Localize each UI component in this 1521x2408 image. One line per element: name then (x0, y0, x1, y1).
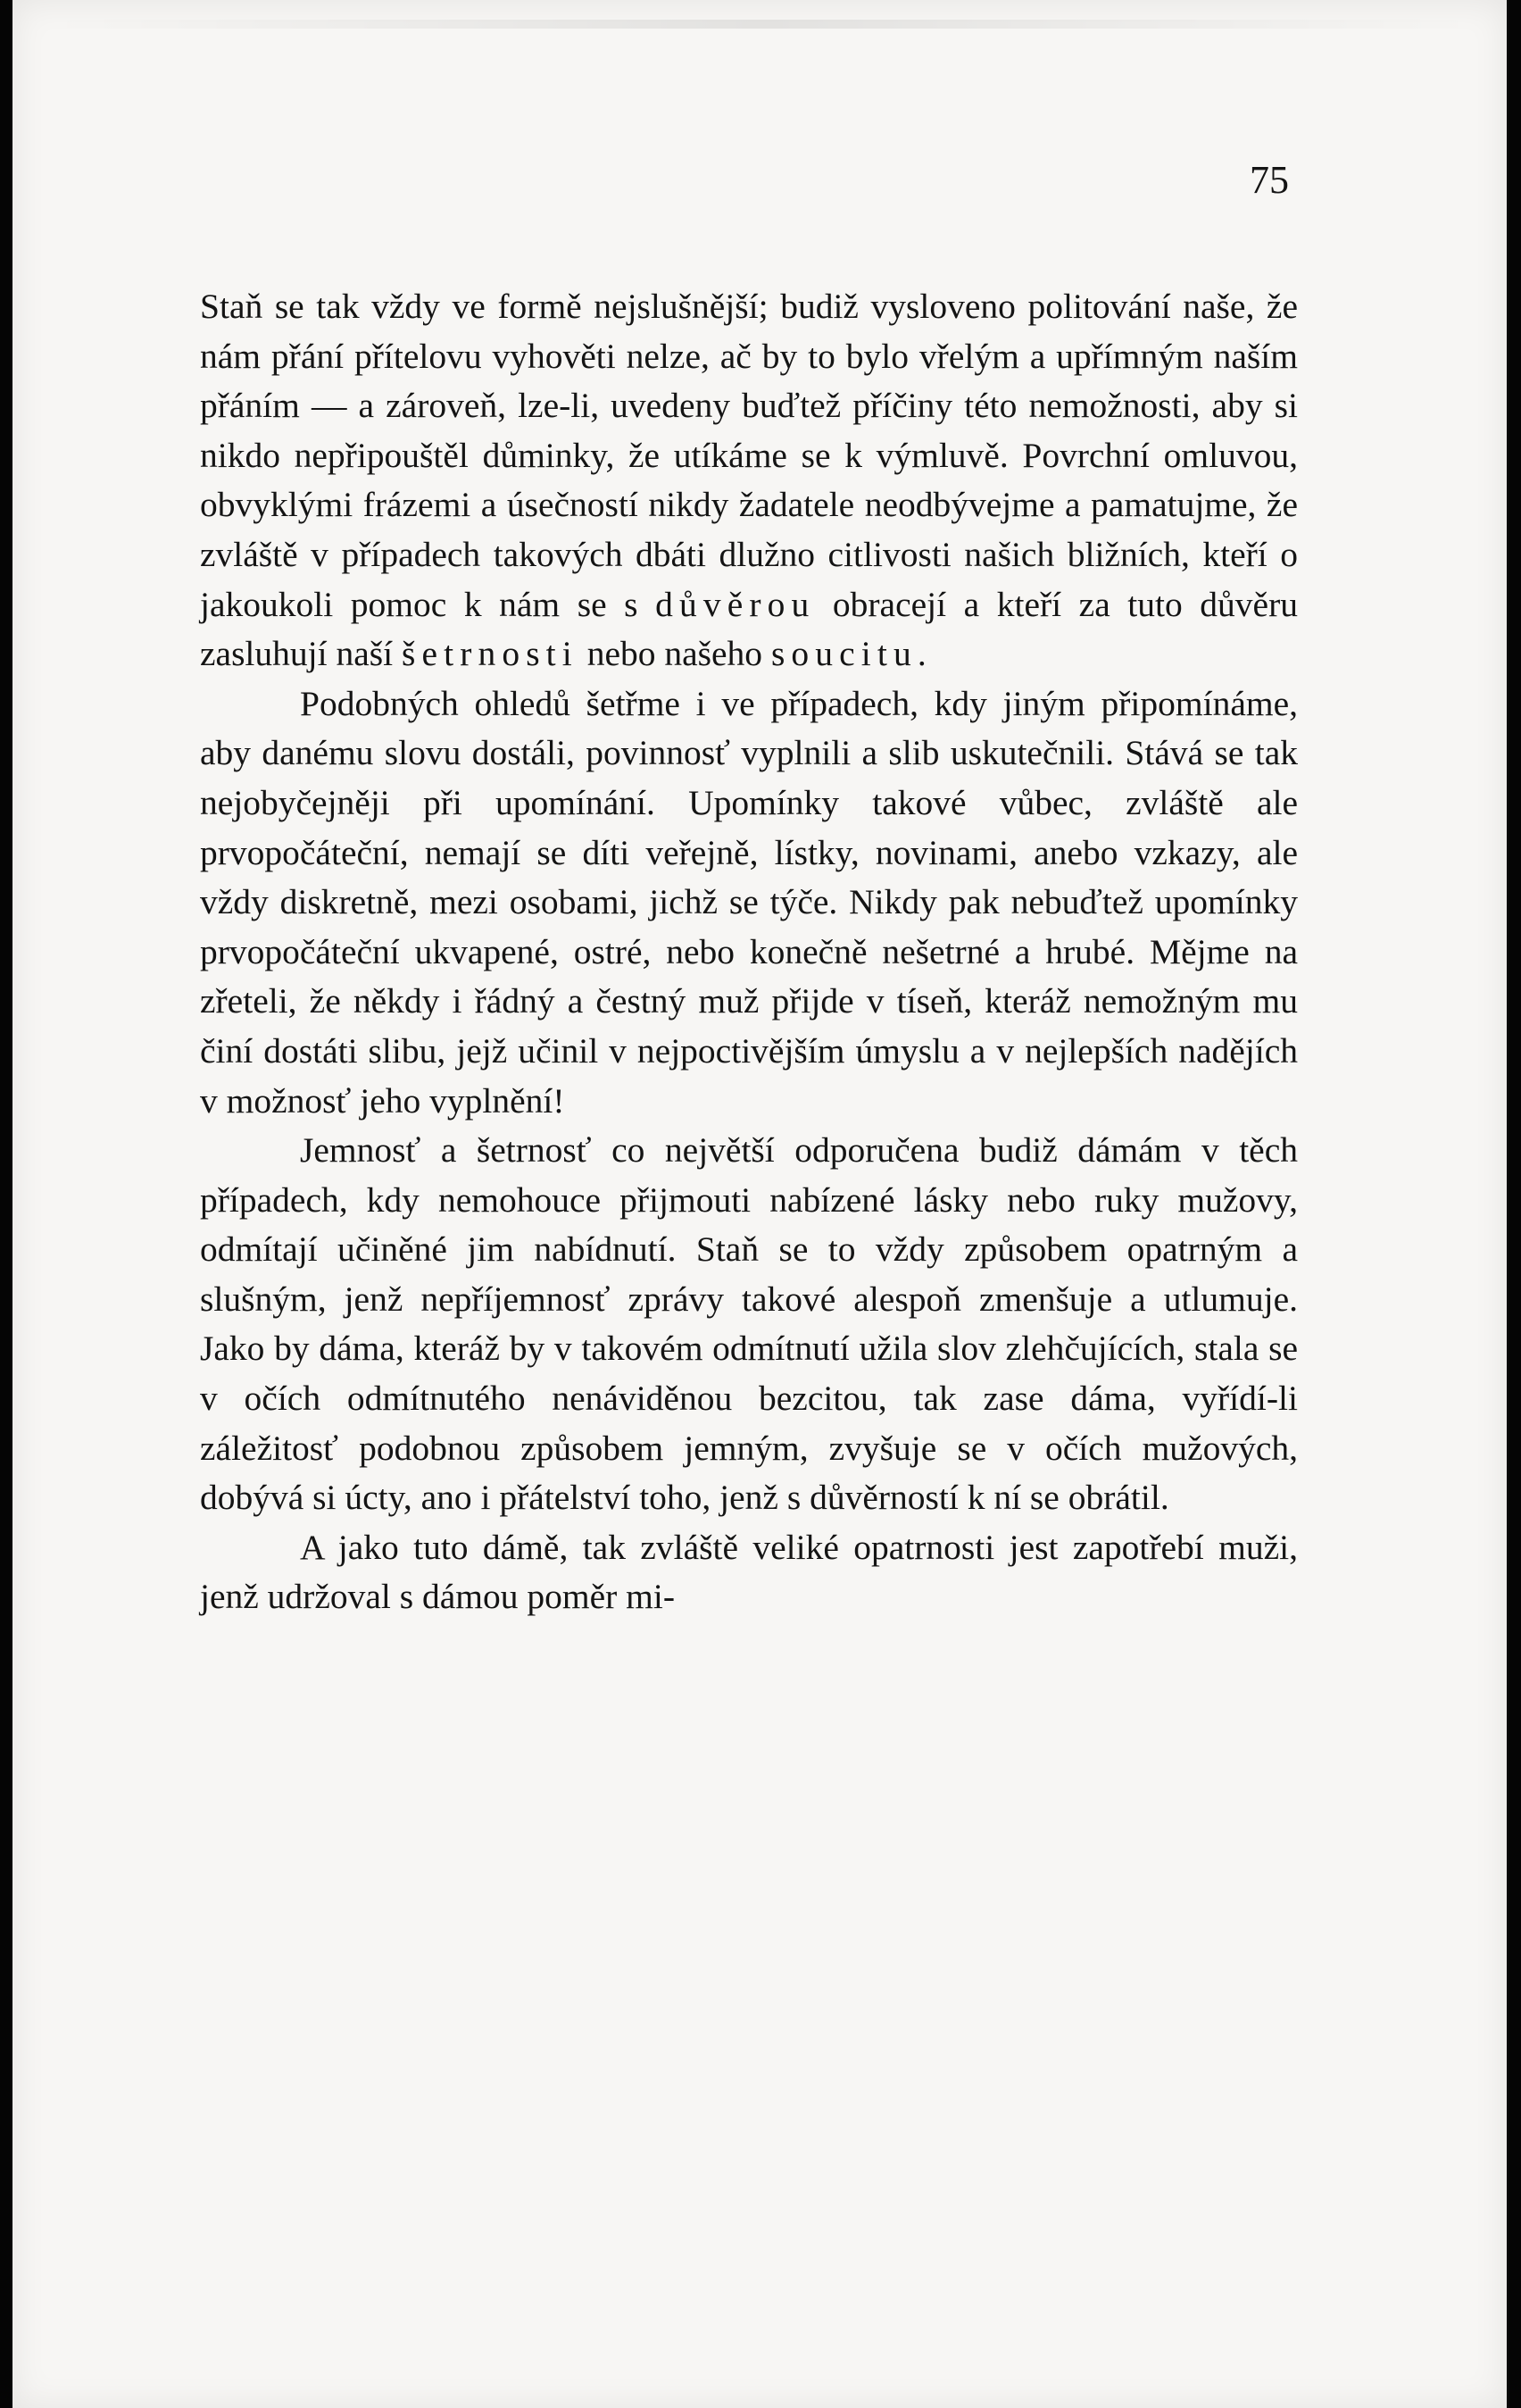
text-run: Jemnosť a šetrnosť co největší odporučena budiž dámám v těch případech, kdy nemohouce přijmouti nabízené lásky nebo ruky mužovy, odmítají učiněné jim nabídnutí. Staň se to vždy způsobem opatrným a slušným, jenž nepříjemnosť zprávy takové alespoň zmenšuje a utlumuje. Jako by dáma, kteráž by v takovém odmítnutí užila slov zlehčujících, stala se v očích odmítnutého nenáviděnou bezcitou, tak zase dáma, vyřídí-li záležitosť podobnou způsobem jemným, zvyšuje se v očích mužových, dobývá si úcty, ano i přátelství toho, jenž s důvěrností k ní se obrátil. (200, 1130, 1298, 1518)
scan-border-left (0, 0, 12, 2408)
paragraph (200, 282, 1298, 679)
paragraph (200, 1126, 1298, 1523)
text-run: A jako tuto dámě, tak zvláště veliké opatrnosti jest zapotřebí muži, jenž udržoval s dámou poměr mi- (200, 1527, 1298, 1617)
emphasized-text: soucitu (770, 634, 918, 674)
paragraph (200, 1523, 1298, 1622)
text-run: Podobných ohledů šetřme i ve případech, kdy jiným připomínáme, aby danému slovu dostáli, povinnosť vyplnili a slib uskutečnili. Stává se tak nejobyčejněji při upomínání. Upomínky takové vůbec, zvláště ale prvopočáteční, nemají se díti veřejně, lístky, novinami, anebo vzkazy, ale vždy diskretně, mezi osobami, jichž se týče. Nikdy pak nebuďtež upomínky prvopočáteční ukvapené, ostré, nebo konečně nešetrné a hrubé. Mějme na zřeteli, že někdy i řádný a čestný muž přijde v tíseň, kteráž nemožným mu činí dostáti slibu, jejž učinil v nejpoctivějším úmyslu a v nejlepších nadějích v možnosť jeho vyplnění! (200, 683, 1298, 1121)
page-number: 75 (1250, 158, 1289, 202)
text-run: Staň se tak vždy ve formě nejslušnější; budiž vysloveno politování naše, že nám přání přítelovu vyhověti nelze, ač by to bylo vřelým a upřímným naším přáním — a zároveň, lze-li, uvedeny buďtež příčiny této nemožnosti, aby si nikdo nepřipouštěl důminky, že utíkáme se k výmluvě. Povrchní omluvou, obvyklými frázemi a úsečností nikdy žadatele neodbývejme a pamatujme, že zvláště v případech takových dbáti dlužno citlivosti našich bližních, kteří o jakoukoli pomoc k nám se s (200, 287, 1298, 624)
body-text (200, 282, 1298, 1622)
text-run: nebo našeho (578, 634, 771, 674)
page-edge-shadow (48, 20, 1476, 29)
emphasized-text: šetrnosti (402, 634, 578, 674)
text-run: obracejí a kteří za tuto důvěru zasluhují naší (200, 584, 1298, 674)
book-page (12, 0, 1507, 2408)
paragraph (200, 679, 1298, 1126)
text-run: . (917, 634, 927, 674)
scan-border-right (1509, 0, 1521, 2408)
emphasized-text: důvěrou (655, 584, 816, 624)
